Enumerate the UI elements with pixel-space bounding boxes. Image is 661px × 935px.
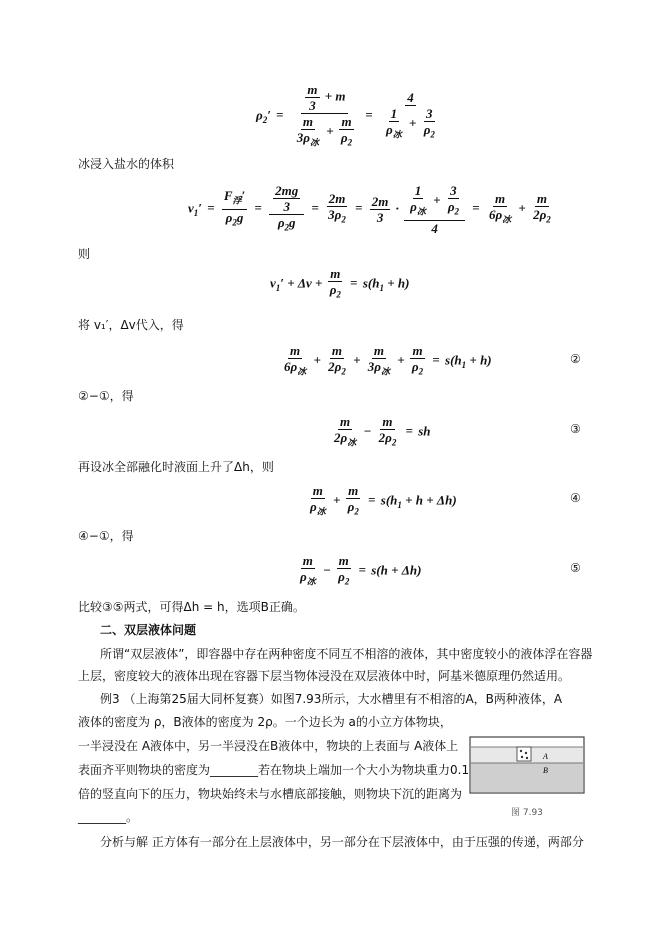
example-line-3: 一半浸没在 A液体中，另一半浸没在B液体中，物块的上表面与 A液体上 bbox=[78, 739, 459, 753]
equation-number-5: ⑤ bbox=[570, 561, 581, 575]
equation-4: $\frac{m}{\rho_冰}$ + $\frac{m}{\rho_2}$ = $s(h_1 + h + \Delta h)$ bbox=[310, 483, 457, 517]
text-line-then: 则 bbox=[78, 247, 91, 261]
equation-rho2: $\rho_2'$ = $\frac{m}{3}$ + m $\frac{m}{3\rho_冰}$ + $\frac{m}{\rho_2}$ = 4 $\frac{1}{\rho_冰}$ + $\frac{3}{\rho_2}$ bbox=[256, 82, 435, 148]
text-line-substitute: 将 v₁′，Δv代入，得 bbox=[78, 318, 184, 332]
equation-3: $\frac{m}{2\rho_冰}$ − $\frac{m}{2\rho_2}$ = sh bbox=[334, 414, 431, 448]
figure-label-a: A bbox=[543, 752, 548, 761]
equation-number-3: ③ bbox=[570, 422, 581, 436]
figure-tank bbox=[469, 735, 585, 825]
example-line-2: 液体的密度为 ρ，B液体的密度为 2ρ。一个边长为 a的小立方体物块， bbox=[78, 715, 452, 729]
figure-label-b: B bbox=[543, 766, 548, 775]
analysis-text: 分析与解 正方体有一部分在上层液体中，另一部分在下层液体中，由于压强的传递，两部分 bbox=[100, 835, 584, 849]
paragraph-line-1: 所谓“双层液体”，即容器中存在两种密度不同互不相溶的液体，其中密度较小的液体浮在容器 bbox=[100, 647, 593, 661]
analysis-line bbox=[100, 834, 584, 850]
equation-number-4: ④ bbox=[570, 491, 581, 505]
example-line-1: 例3 （上海第25届大同杯复赛）如图7.93所示，大水槽里有不相溶的A，B两种液体，A bbox=[100, 692, 563, 706]
text-line-volume: 冰浸入盐水的体积 bbox=[78, 157, 175, 171]
equation-2: $\frac{m}{6\rho_冰}$ + $\frac{m}{2\rho_2}$ + $\frac{m}{3\rho_冰}$ + $\frac{m}{\rho_2}$ = $s(h_1 + h)$ bbox=[284, 343, 492, 377]
equation-sum: $v_1' + \Delta v$ + $\frac{m}{\rho_2}$ = $s(h_1 + h)$ bbox=[270, 266, 410, 300]
text-line-conclusion: 比较③⑤两式，可得Δh = h，选项B正确。 bbox=[78, 600, 305, 614]
paragraph-line-2: 上层，密度较大的液体出现在容器下层当物体浸没在双层液体中时，阿基米德原理仍然适用。 bbox=[78, 669, 571, 683]
text-line-subtract-2: ④−①，得 bbox=[78, 529, 134, 543]
example-line-4: 表面齐平则物块的密度为________若在物块上端加一个大小为物块重力0.1 bbox=[78, 763, 470, 777]
section-title: 二、双层液体问题 bbox=[100, 623, 197, 637]
equation-v1: $v_1'$ = $\frac{F_浮'}{\rho_2g}$ = $\frac{\frac{2mg}{3}}{\rho_2g}$ = $\frac{2m}{3\rho_2}$ = $\frac{2m}{3}$ · $\frac{1}{\rho_冰}$ + $\frac{3}{\rho_2}$ 4 = $\frac{m}{6\rho_冰}$ + $\frac{m}{2\rho_2}$ bbox=[188, 183, 551, 236]
text-line-melt: 再设冰全部融化时液面上升了Δh，则 bbox=[78, 460, 274, 474]
text-line-subtract-1: ②−①，得 bbox=[78, 389, 134, 403]
figure-caption: 图 7.93 bbox=[511, 808, 543, 818]
example-line-6: ________。 bbox=[78, 810, 139, 824]
equation-5: $\frac{m}{\rho_冰}$ − $\frac{m}{\rho_2}$ = s(h + Δh) bbox=[300, 553, 422, 587]
equation-number-2: ② bbox=[570, 352, 581, 366]
example-line-5: 倍的竖直向下的压力，物块始终未与水槽底部接触，则物块下沉的距离为 bbox=[78, 787, 463, 801]
